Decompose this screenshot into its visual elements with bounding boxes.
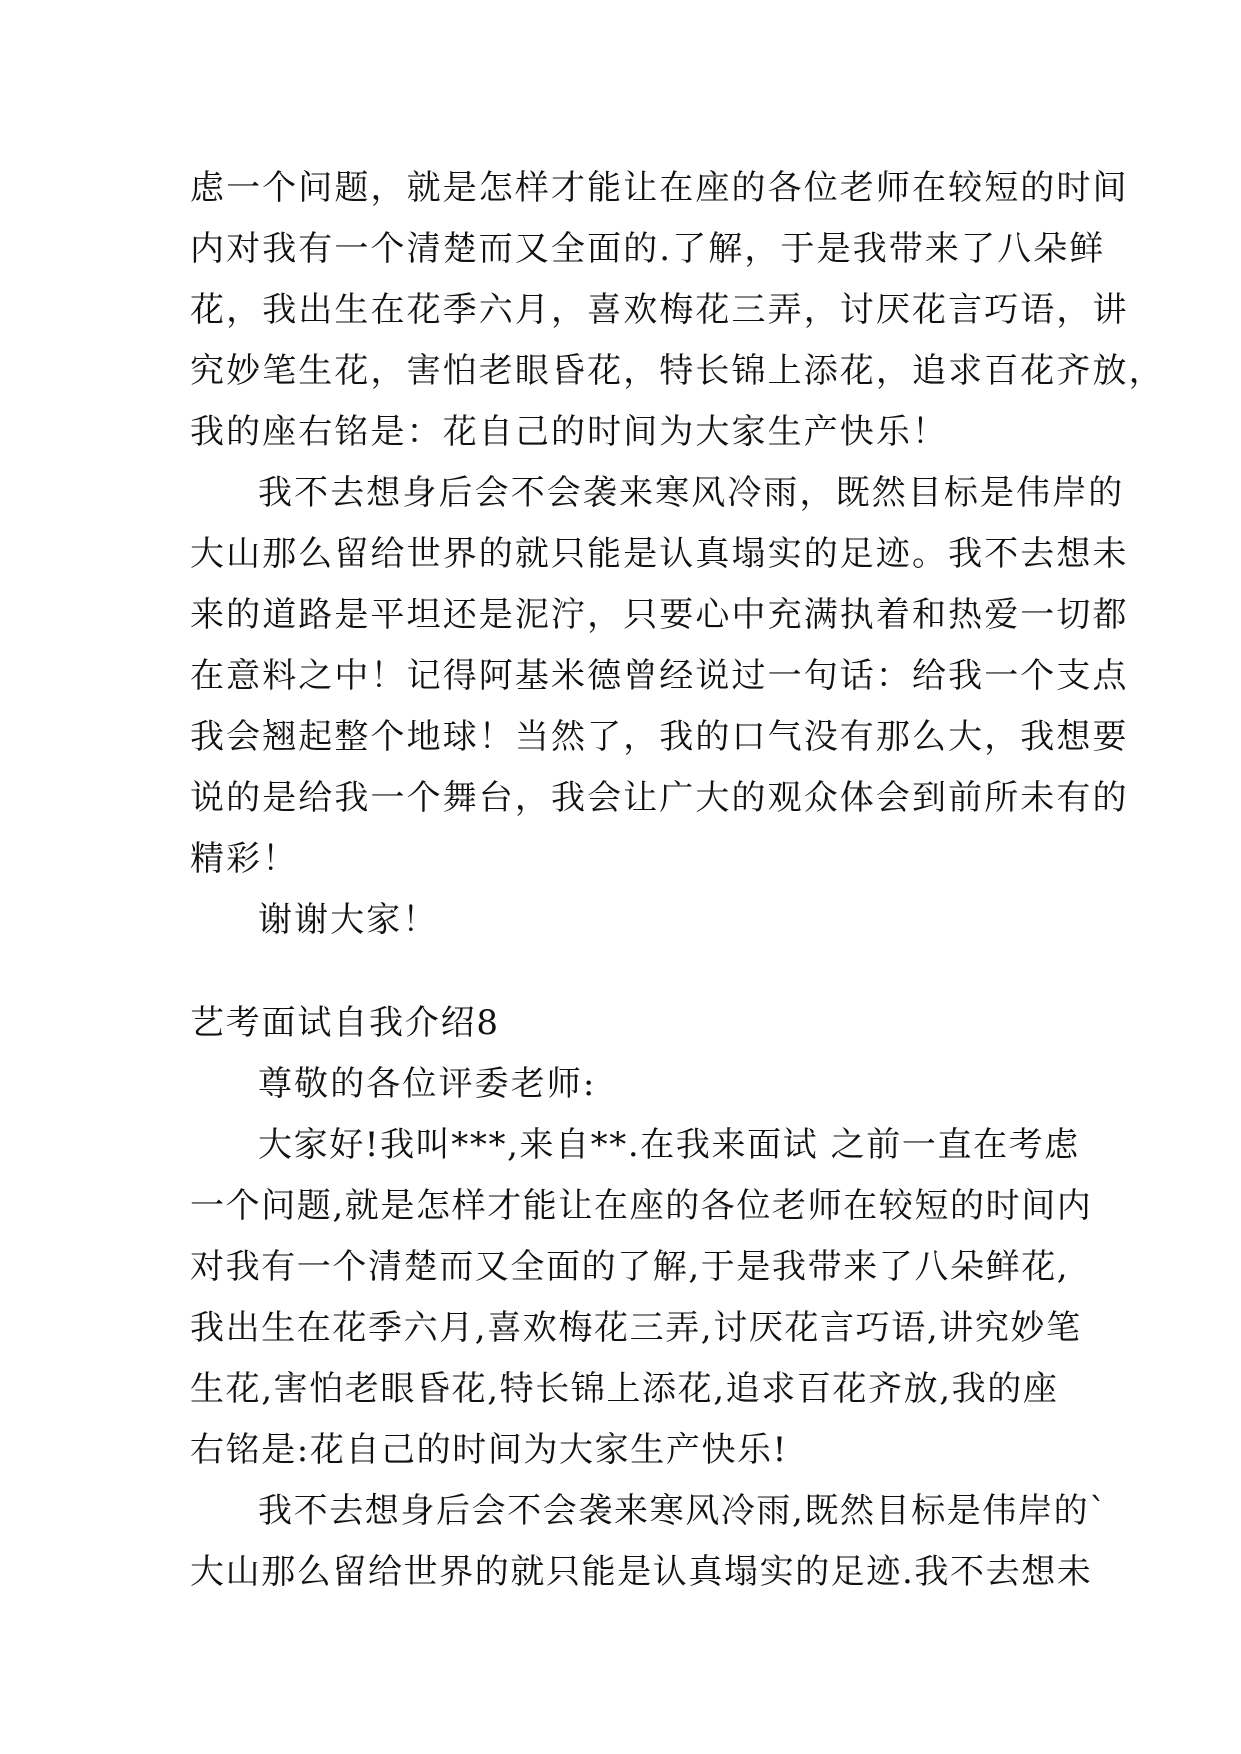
paragraph-line: 我出生在花季六月,喜欢梅花三弄,讨厌花言巧语,讲究妙笔 (190, 1308, 1082, 1348)
paragraph-line: 究妙笔生花，害怕老眼昏花，特长锦上添花，追求百花齐放， (190, 351, 1165, 391)
paragraph-line: 精彩！ (190, 839, 299, 879)
paragraph-line: 我会翘起整个地球！当然了，我的口气没有那么大，我想要 (190, 717, 1129, 757)
paragraph-line: 大山那么留给世界的就只能是认真塌实的足迹。我不去想未 (190, 534, 1129, 574)
paragraph-line: 在意料之中！记得阿基米德曾经说过一句话：给我一个支点 (190, 656, 1129, 696)
paragraph-line-indented: 我不去想身后会不会袭来寒风冷雨,既然目标是伟岸的` (258, 1491, 1108, 1531)
paragraph-line: 右铭是:花自己的时间为大家生产快乐! (190, 1430, 788, 1470)
section-heading: 艺考面试自我介绍8 (190, 1003, 500, 1043)
paragraph-line: 来的道路是平坦还是泥泞，只要心中充满执着和热爱一切都 (190, 595, 1129, 635)
paragraph-line: 我的座右铭是：花自己的时间为大家生产快乐！ (190, 412, 949, 452)
paragraph-line: 说的是给我一个舞台，我会让广大的观众体会到前所未有的 (190, 778, 1129, 818)
paragraph-line-indented: 我不去想身后会不会袭来寒风冷雨，既然目标是伟岸的 (258, 473, 1125, 513)
paragraph-line: 虑一个问题，就是怎样才能让在座的各位老师在较短的时间 (190, 168, 1129, 208)
paragraph-line: 对我有一个清楚而又全面的了解,于是我带来了八朵鲜花, (190, 1247, 1070, 1287)
paragraph-line: 大山那么留给世界的就只能是认真塌实的足迹.我不去想未 (190, 1552, 1093, 1592)
paragraph-line: 一个问题,就是怎样才能让在座的各位老师在较短的时间内 (190, 1186, 1093, 1226)
section-gap (190, 951, 1052, 993)
paragraph-line: 生花,害怕老眼昏花,特长锦上添花,追求百花齐放,我的座 (190, 1369, 1059, 1409)
paragraph-line-indented: 大家好!我叫***,来自**.在我来面试 之前一直在考虑 (258, 1125, 1080, 1165)
paragraph-line: 内对我有一个清楚而又全面的.了解，于是我带来了八朵鲜 (190, 229, 1106, 269)
closing-line: 谢谢大家！ (258, 900, 439, 940)
document-body (190, 158, 1165, 1603)
salutation-line: 尊敬的各位评委老师: (258, 1064, 597, 1104)
paragraph-line: 花，我出生在花季六月，喜欢梅花三弄，讨厌花言巧语，讲 (190, 290, 1129, 330)
